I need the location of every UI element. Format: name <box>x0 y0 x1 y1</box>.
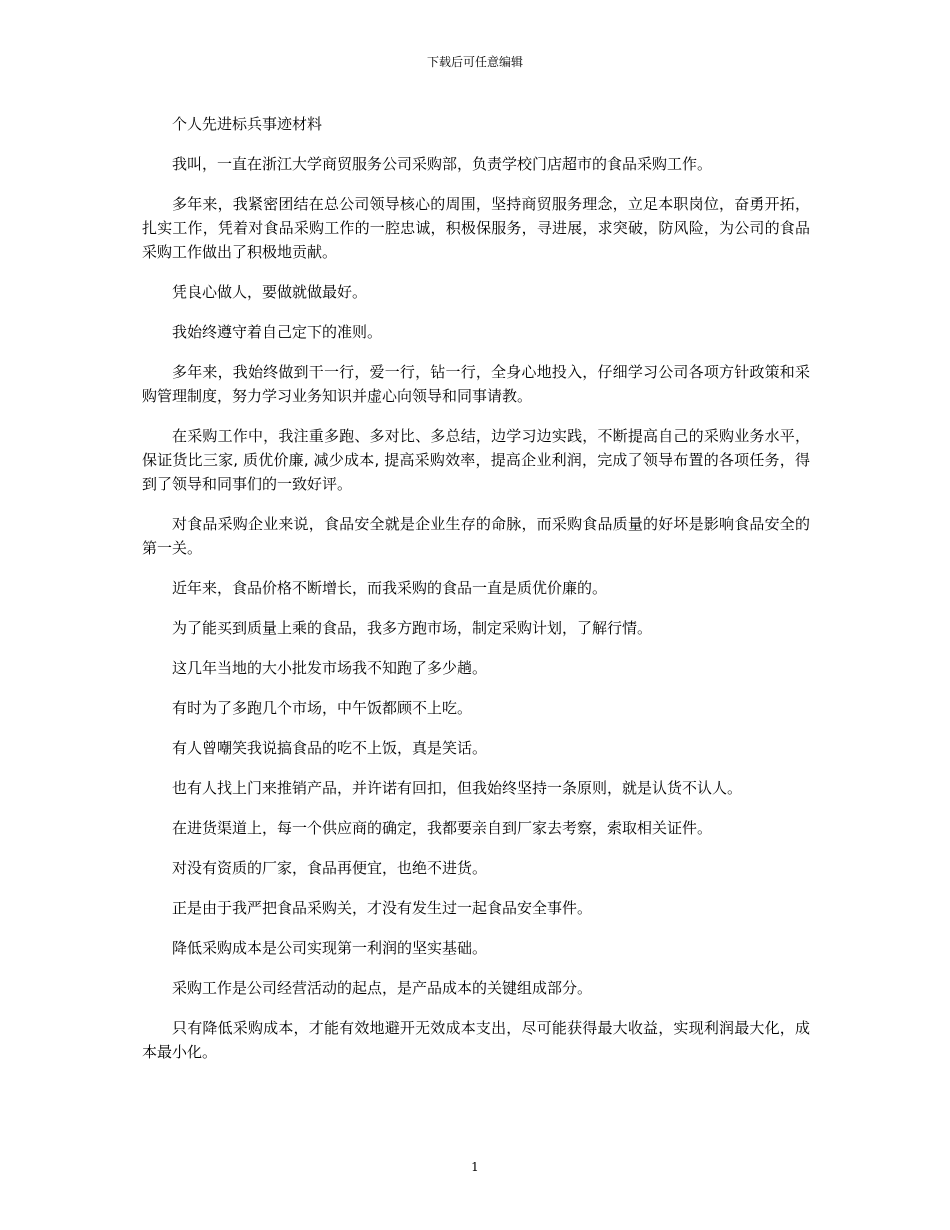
paragraph: 这几年当地的大小批发市场我不知跑了多少趟。 <box>172 659 488 677</box>
paragraph: 正是由于我严把食品采购关，才没有发生过一起食品安全事件。 <box>172 899 593 917</box>
document-title: 个人先进标兵事迹材料 <box>172 115 323 133</box>
paragraph: 采购工作是公司经营活动的起点，是产品成本的关键组成部分。 <box>172 979 593 997</box>
paragraph: 近年来，食品价格不断增长，而我采购的食品一直是质优价廉的。 <box>172 579 608 597</box>
page-header: 下载后可任意编辑 <box>426 55 523 69</box>
document-body <box>142 112 810 1080</box>
paragraph: 对食品采购企业来说，食品安全就是企业生存的命脉，而采购食品质量的好坏是影响食品安全的第一关。 <box>142 515 810 557</box>
paragraph: 在进货渠道上，每一个供应商的确定，我都要亲自到厂家去考察，索取相关证件。 <box>172 819 713 837</box>
paragraph: 对没有资质的厂家，食品再便宜，也绝不进货。 <box>172 859 488 877</box>
paragraph: 降低采购成本是公司实现第一利润的坚实基础。 <box>172 939 488 957</box>
paragraph: 多年来，我始终做到干一行，爱一行，钻一行，全身心地投入，仔细学习公司各项方针政策和采购管理制度，努力学习业务知识并虚心向领导和同事请教。 <box>142 363 810 405</box>
paragraph: 为了能买到质量上乘的食品，我多方跑市场，制定采购计划，了解行情。 <box>172 619 653 637</box>
paragraph: 在采购工作中，我注重多跑、多对比、多总结，边学习边实践，不断提高自己的采购业务水平，保证货比三家, 质优价廉, 减少成本, 提高采购效率，提高企业利润，完成了领导布置的各项任务，得到了领导和同事们的一致好评。 <box>142 427 810 493</box>
paragraph: 我始终遵守着自己定下的准则。 <box>172 323 383 341</box>
paragraph: 有人曾嘲笑我说搞食品的吃不上饭，真是笑话。 <box>172 739 488 757</box>
paragraph: 只有降低采购成本，才能有效地避开无效成本支出，尽可能获得最大收益，实现利润最大化，成本最小化。 <box>142 1019 810 1061</box>
paragraph: 我叫，一直在浙江大学商贸服务公司采购部，负责学校门店超市的食品采购工作。 <box>172 155 713 173</box>
paragraph: 有时为了多跑几个市场，中午饭都顾不上吃。 <box>172 699 473 717</box>
paragraph: 多年来，我紧密团结在总公司领导核心的周围，坚持商贸服务理念，立足本职岗位，奋勇开拓，扎实工作，凭着对食品采购工作的一腔忠诚，积极保服务，寻进展，求突破，防风险，为公司的食品采购工作做出了积极地贡献。 <box>142 195 810 261</box>
paragraph: 凭良心做人，要做就做最好。 <box>172 283 368 301</box>
page-number: 1 <box>471 1160 479 1174</box>
paragraph: 也有人找上门来推销产品，并许诺有回扣，但我始终坚持一条原则，就是认货不认人。 <box>172 779 743 797</box>
